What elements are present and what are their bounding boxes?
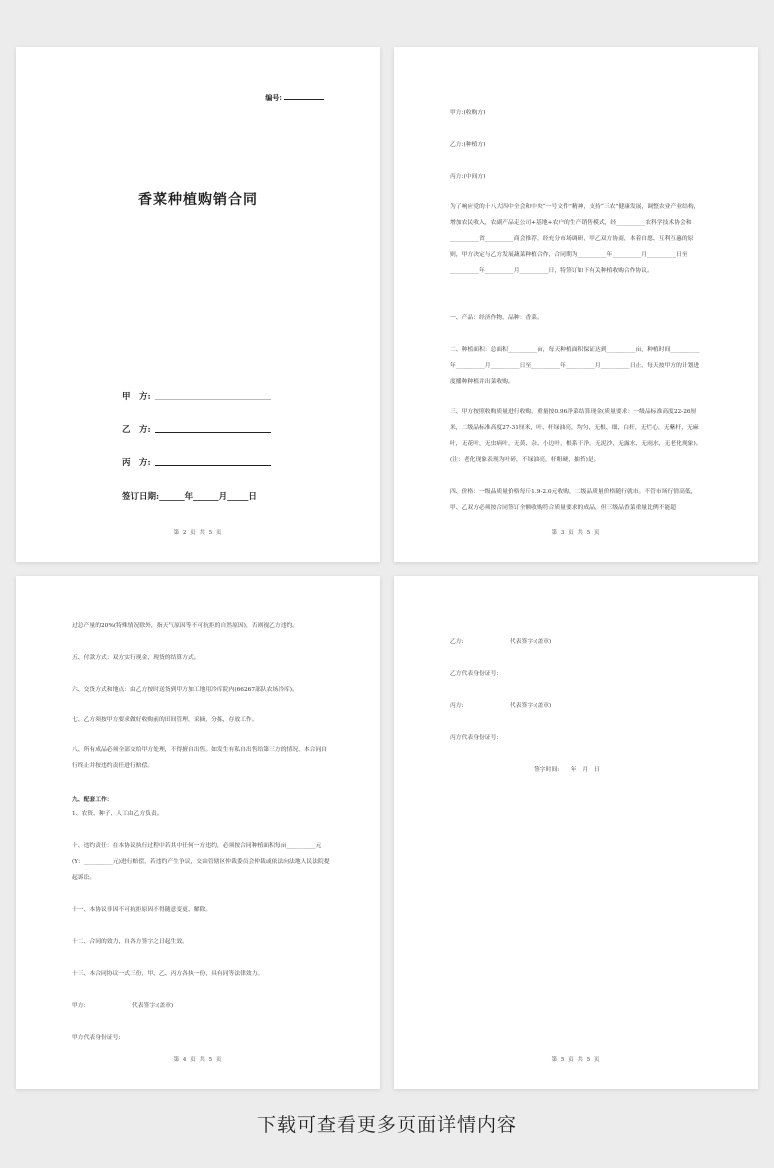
clause-5: 五、付款方式：双方实行现金、现货的结算方式。 xyxy=(72,655,200,661)
party-c-label: 丙 方: xyxy=(122,458,151,468)
party-a-label: 甲 方: xyxy=(122,392,151,402)
page-footer: 第 2 页 共 5 页 xyxy=(173,530,223,536)
party-b-blank xyxy=(155,432,271,433)
contract-page-4 xyxy=(16,576,380,1089)
sign-date: 签订日期:______年______月_____日 xyxy=(122,492,257,502)
party-a-id: 甲方代表身份证号: xyxy=(72,1035,121,1041)
clause-13: 十三、本合同协议一式三份，甲、乙、丙方各执一份，具有同等法律效力。 xyxy=(72,971,264,977)
party-c-id: 丙方代表身份证号: xyxy=(450,735,499,741)
party-a-line: 甲方:(收购方) xyxy=(450,110,486,116)
party-c-row xyxy=(122,456,271,468)
party-b-line: 乙方:(种植方) xyxy=(450,142,486,148)
clause-8: 八、所有成品必须全部交给甲方处理，不得擅自出售。如发生有私自出售给第三方的情况，本合同自行终止并按违约责任进行赔偿。 xyxy=(72,747,328,769)
clause-11: 十一、本协议非因不可抗拒原因不得随意变更、解除。 xyxy=(72,907,212,913)
contract-number-label: 编号: xyxy=(265,93,282,102)
party-a-blank xyxy=(155,399,271,400)
party-b-id: 乙方代表身份证号: xyxy=(450,671,499,677)
page-footer: 第 3 页 共 5 页 xyxy=(551,530,601,536)
sign-time: 签字时间: 年 月 日 xyxy=(534,767,600,773)
party-a-signature: 甲方: 代表签字:(盖章) xyxy=(72,1003,174,1009)
clause-3: 三、甲方按照收购质量进行收购，重量按0.96净菜结算现金(质量要求：一级品标准高度22-26厘米，二级品标准高度27-31厘米，叶、杆绿油亮，均匀，无根、细、白杆，无烂心，无紫杆，无麻叶，无花叶，无虫病叶，无黄、杂、小边叶，根系干净，无泥沙，无露水，无雨水，无老化现象)。(注：老化现象表现为叶碎，不绿油亮，杆粗硬，抽苔)是。 xyxy=(450,409,702,463)
party-c-line: 丙方:(中间方) xyxy=(450,174,486,180)
party-c-signature: 丙方: 代表签字:(盖章) xyxy=(450,703,552,709)
contract-number-blank xyxy=(284,99,324,100)
clause-4: 四、价格：一级品质量价格每斤1.9-2.0元收购，二级品质量价格随行就市。不管市场行情高低，甲、乙双方必须按合同签订全额收购符合质量要求的成品，但三级品香菜重量比例不能超 xyxy=(450,489,697,511)
contract-page-5 xyxy=(394,576,758,1089)
contract-number xyxy=(265,93,324,103)
party-b-signature: 乙方: 代表签字:(盖章) xyxy=(450,639,552,645)
clause-2: 二、种植面积：总面积__________亩，每天种植面积保证达到__________亩，种植时间__________年__________月__________日至__________年__________月__________日止，每天按甲方的计划进度播种种植并出菜收购。 xyxy=(450,347,700,385)
clause-9-body: 1、农资、种子、人工由乙方负责。 xyxy=(72,811,163,817)
clause-1: 一、产品：经济作物，品种：香菜。 xyxy=(450,315,543,321)
party-a-row xyxy=(122,390,271,402)
party-b-row xyxy=(122,423,271,435)
intro-paragraph: 为了响应党的十八大四中全会和中央“一号文件”精神，支持“三农”健康发展，调整农业产业结构，增加农民收入，农副产品走公司+基地+农户的生产销售模式，经__________农科学技术协会和__________省__________商会推荐，经充分市场调研，甲乙双方协商，本着自愿、互利互惠的原则，甲方决定与乙方发展蔬菜种植合作，合同期为__________年__________月__________日至__________年__________月__________日，特签订如下有关种植收购合作协议。 xyxy=(450,204,700,274)
clause-10: 十、违约责任：在本协议执行过程中若其中任何一方违约，必须按合同种植面积每亩__________元(Y：__________元)进行赔偿，若违约产生争议，交由管辖区仲裁委员会仲裁或依法向法地人民法院提起诉讼。 xyxy=(72,843,330,881)
contract-title: 香菜种植购销合同 xyxy=(138,192,258,208)
clause-7: 七、乙方须按甲方要求做好收购前的田间管理，采摘，分拣，存放工作。 xyxy=(72,717,258,723)
cover-page xyxy=(16,47,380,562)
party-c-blank xyxy=(155,465,271,466)
clause-6: 六、交货方式和地点：由乙方按时送货到甲方加工地用冷库院内(66267部队农场冷库)。 xyxy=(72,687,298,693)
clause-4-continued: 过总产量的20%(特殊情况除外，指天气原因等不可抗拒的自然原因)，否则视乙方违约。 xyxy=(72,623,299,629)
page-footer: 第 5 页 共 5 页 xyxy=(551,1057,601,1063)
clause-12: 十二、合同的效力，自各方签字之日起生效。 xyxy=(72,939,188,945)
party-b-label: 乙 方: xyxy=(122,425,151,435)
download-caption: 下载可查看更多页面详情内容 xyxy=(256,1114,517,1136)
contract-page-3 xyxy=(394,47,758,562)
page-footer: 第 4 页 共 5 页 xyxy=(173,1057,223,1063)
clause-9-title: 九、配套工作： xyxy=(72,797,113,803)
